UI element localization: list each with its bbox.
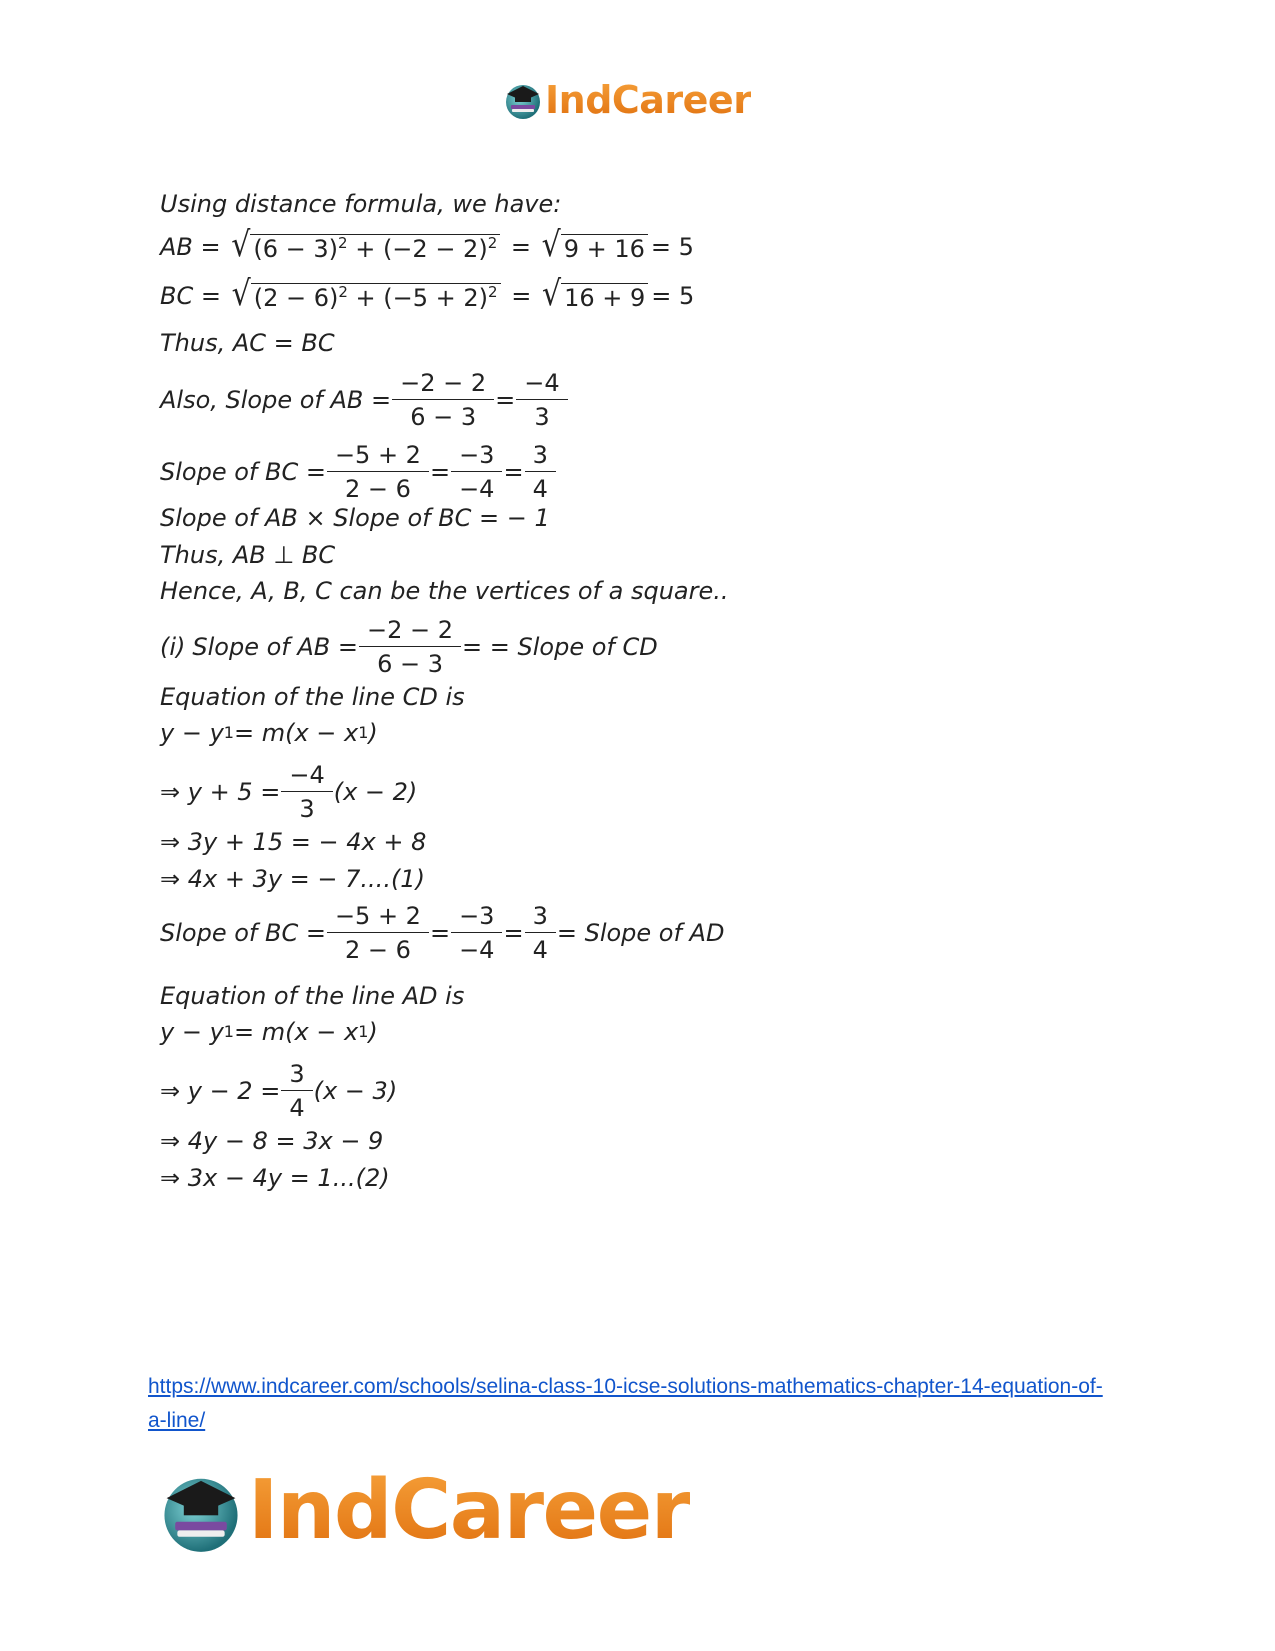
logo-wordmark: IndCareer [248, 1463, 690, 1558]
solution-line-1: Using distance formula, we have: [160, 190, 562, 218]
solution-line-21: ⇒ 3x − 4y = 1...(2) [160, 1164, 390, 1192]
solution-line-7: Slope of AB × Slope of BC = − 1 [160, 504, 550, 532]
solution-line-19: ⇒ y − 2 = $\frac{3}{4}$ (x − 3) [160, 1060, 398, 1122]
solution-line-16: Slope of BC = $\frac{-5 + 2}{2 - 6}$ = $\frac{-3}{-4}$ = $\frac{3}{4}$ = Slope of AD [160, 902, 725, 964]
solution-line-18: y − y 1 = m(x − x 1 ) [160, 1018, 378, 1046]
header-logo [503, 78, 751, 122]
solution-line-10: (i) Slope of AB = $\frac{-2 - 2}{6 - 3}$ = = Slope of CD [160, 616, 658, 678]
graduation-cap-globe-icon [503, 80, 543, 120]
solution-line-5: Also, Slope of AB = $\frac{-2 - 2}{6 - 3}$ = $\frac{-4}{3}$ [160, 368, 569, 432]
solution-line-3: BC = √ $(2 - 6)^2 + (-5 + 2)^2$ = √ 16 + 9 = 5 [160, 274, 695, 315]
footer-logo [158, 1463, 690, 1558]
solution-line-11: Equation of the line CD is [160, 683, 465, 711]
logo-wordmark: IndCareer [545, 78, 752, 122]
solution-line-17: Equation of the line AD is [160, 982, 465, 1010]
solution-line-20: ⇒ 4y − 8 = 3x − 9 [160, 1127, 384, 1155]
solution-line-9: Hence, A, B, C can be the vertices of a square.. [160, 577, 729, 605]
source-url-link[interactable]: https://www.indcareer.com/schools/selina-class-10-icse-solutions-mathematics-chapter-14-equation-of-a-line/ [148, 1375, 1103, 1432]
solution-line-2: AB = √ $(6 - 3)^2 + (-2 - 2)^2$ = √ 9 + 16 = 5 [160, 225, 694, 266]
solution-line-15: ⇒ 4x + 3y = − 7....(1) [160, 865, 425, 893]
solution-line-14: ⇒ 3y + 15 = − 4x + 8 [160, 828, 427, 856]
solution-line-12: y − y 1 = m(x − x 1 ) [160, 719, 378, 747]
solution-line-6: Slope of BC = $\frac{-5 + 2}{2 - 6}$ = $\frac{-3}{-4}$ = $\frac{3}{4}$ [160, 440, 557, 504]
graduation-cap-globe-icon [158, 1468, 244, 1554]
solution-line-8: Thus, AB ⊥ BC [160, 541, 336, 569]
solution-line-4: Thus, AC = BC [160, 329, 335, 357]
solution-line-13: ⇒ y + 5 = $\frac{-4}{3}$ (x − 2) [160, 761, 418, 823]
